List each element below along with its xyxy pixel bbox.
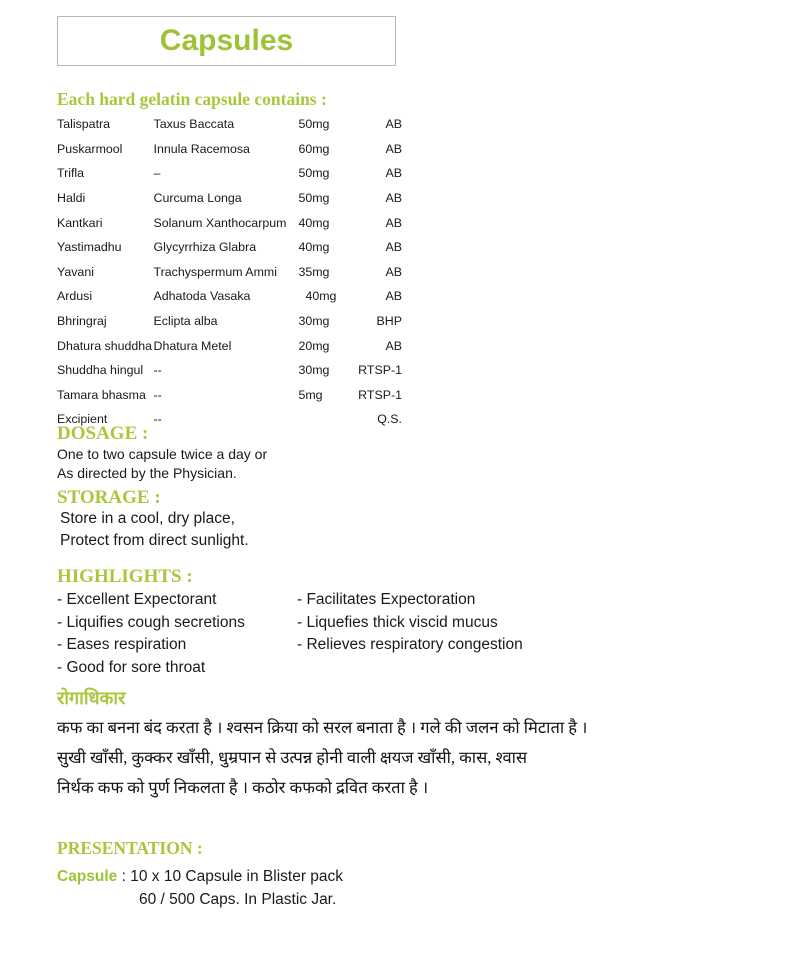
table-row (57, 358, 402, 383)
cell-latin: -- (153, 363, 162, 378)
cell-code: RTSP-1 (358, 387, 402, 402)
page-title: Capsules (159, 24, 294, 57)
cell-code: AB (385, 166, 402, 181)
cell-qty: 30mg (298, 314, 330, 329)
list-item: - Excellent Expectorant (57, 591, 217, 608)
table-row (57, 309, 402, 334)
highlights-left-column (57, 589, 245, 679)
cell-latin: Dhatura Metel (153, 338, 232, 353)
presentation-line-2: 60 / 500 Caps. In Plastic Jar. (139, 891, 337, 908)
cell-qty: 35mg (298, 264, 330, 279)
highlights-heading: HIGHLIGHTS : (57, 566, 193, 587)
cell-qty: 50mg (298, 117, 330, 132)
cell-latin: Innula Racemosa (153, 141, 250, 156)
ingredients-table-body (57, 112, 402, 432)
list-item: - Liquifies cough secretions (57, 613, 245, 631)
dosage-line-2: As directed by the Physician. (57, 465, 237, 481)
cell-sanskrit: Ardusi (57, 289, 93, 304)
cell-qty: 40mg (298, 215, 330, 230)
cell-latin: – (153, 166, 161, 181)
presentation-line-1 (57, 868, 343, 886)
cell-qty: 50mg (298, 166, 330, 181)
list-item: - Eases respiration (57, 636, 187, 654)
storage-heading: STORAGE : (57, 487, 161, 508)
cell-code: AB (385, 240, 402, 255)
product-title-box (57, 16, 396, 66)
cell-code: BHP (376, 314, 402, 329)
cell-latin: Trachyspermum Ammi (153, 264, 277, 279)
table-row (57, 284, 402, 309)
presentation-label: Capsule (57, 868, 118, 885)
indications-line: निर्थक कफ को पुर्ण निकलता है । कठोर कफको द्रवित करता है । (57, 778, 429, 797)
table-row (57, 186, 402, 211)
cell-sanskrit: Bhringraj (57, 314, 107, 329)
ingredients-heading: Each hard gelatin capsule contains : (57, 89, 327, 109)
cell-latin: -- (153, 387, 162, 402)
cell-qty: 20mg (298, 338, 330, 353)
cell-qty: 40mg (298, 240, 330, 255)
list-item: - Good for sore throat (57, 658, 206, 676)
cell-code: AB (385, 141, 402, 156)
list-item: - Relieves respiratory congestion (297, 636, 523, 654)
cell-sanskrit: Dhatura shuddha (57, 338, 153, 353)
table-row (57, 383, 402, 408)
ingredients-table (57, 112, 402, 432)
cell-code: AB (385, 264, 402, 279)
cell-sanskrit: Haldi (57, 191, 86, 206)
cell-sanskrit: Shuddha hingul (57, 363, 144, 378)
cell-qty: 5mg (298, 387, 323, 402)
table-row (57, 112, 402, 137)
cell-code: AB (385, 191, 402, 206)
cell-latin: Glycyrrhiza Glabra (153, 240, 257, 255)
cell-latin: -- (153, 412, 162, 427)
list-item: - Liquefies thick viscid mucus (297, 613, 498, 631)
table-row (57, 210, 402, 235)
cell-latin: Solanum Xanthocarpum (153, 215, 287, 230)
cell-latin: Curcuma Longa (153, 191, 242, 206)
cell-latin: Adhatoda Vasaka (153, 289, 251, 304)
cell-latin: Taxus Baccata (153, 117, 235, 132)
cell-code: AB (385, 289, 402, 304)
cell-sanskrit: Yastimadhu (57, 240, 122, 255)
indications-heading: रोगाधिकार (57, 688, 126, 708)
indications-line: सुखी खाँसी, कुक्कर खाँसी, धुम्रपान से उत्पन्न होनी वाली क्षयज खाँसी, कास, श्वास (57, 748, 528, 767)
cell-code: Q.S. (377, 412, 402, 427)
cell-qty: 50mg (298, 191, 330, 206)
cell-sanskrit: Kantkari (57, 215, 103, 230)
presentation-value: : 10 x 10 Capsule in Blister pack (117, 868, 344, 885)
table-row (57, 137, 402, 162)
cell-qty: 30mg (298, 363, 330, 378)
cell-code: AB (385, 215, 402, 230)
cell-code: RTSP-1 (358, 363, 402, 378)
cell-qty: 60mg (298, 141, 330, 156)
cell-sanskrit: Talispatra (57, 117, 111, 132)
dosage-line-1: One to two capsule twice a day or (57, 446, 268, 462)
list-item: - Facilitates Expectoration (297, 591, 476, 608)
cell-qty (298, 407, 358, 432)
storage-line-1: Store in a cool, dry place, (60, 510, 235, 527)
cell-code: AB (385, 117, 402, 132)
table-row (57, 260, 402, 285)
cell-sanskrit: Excipient (57, 412, 108, 427)
cell-code: AB (385, 338, 402, 353)
table-row (57, 161, 402, 186)
cell-latin: Eclipta alba (153, 314, 218, 329)
dosage-heading: DOSAGE : (57, 423, 149, 444)
cell-sanskrit: Trifla (57, 166, 85, 181)
cell-sanskrit: Puskarmool (57, 141, 123, 156)
table-row (57, 235, 402, 260)
cell-qty: 40mg (305, 289, 337, 304)
table-row (57, 333, 402, 358)
highlights-right-column (297, 589, 523, 657)
cell-sanskrit: Tamara bhasma (57, 387, 146, 402)
cell-sanskrit: Yavani (57, 264, 94, 279)
indications-body (57, 713, 587, 803)
indications-line: कफ का बनना बंद करता है । श्वसन क्रिया को सरल बनाता है । गले की जलन को मिटाता है । (57, 718, 588, 737)
storage-line-2: Protect from direct sunlight. (60, 532, 249, 549)
presentation-heading: PRESENTATION : (57, 838, 203, 858)
